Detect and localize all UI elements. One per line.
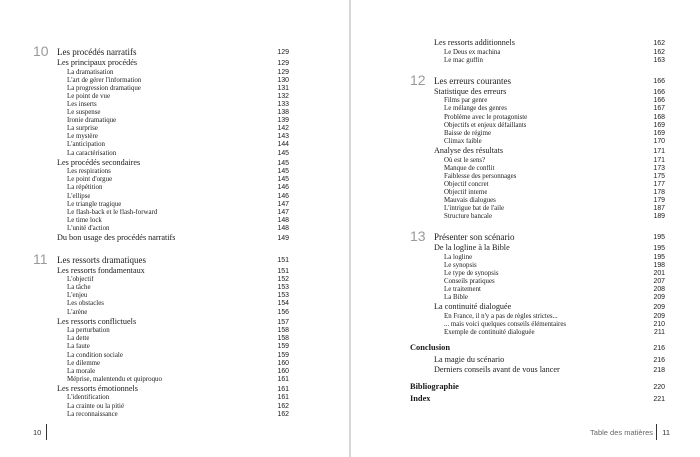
toc-subsection-entry[interactable] <box>33 125 289 133</box>
entry-title: En France, il n'y a pas de règles strictes... <box>444 313 558 321</box>
entry-title: Conclusion <box>410 343 451 353</box>
page-number: 218 <box>653 367 665 375</box>
entry-title: La tâche <box>67 284 91 292</box>
page-number: 161 <box>277 394 289 402</box>
toc-subsection-entry[interactable] <box>410 165 665 173</box>
page-number: 129 <box>277 60 289 67</box>
entry-title: Le synopsis <box>444 261 477 269</box>
entry-title: Manque de conflit <box>444 164 495 172</box>
toc-subsection-entry[interactable] <box>410 205 665 213</box>
toc-chapter-heading[interactable] <box>410 229 665 243</box>
toc-subsection-entry[interactable] <box>410 173 665 181</box>
left-folio-rule <box>46 424 47 440</box>
entry-title: Les ressorts émotionnels <box>57 383 138 393</box>
toc-subsection-entry[interactable] <box>410 329 665 337</box>
page-number: 209 <box>653 304 665 312</box>
page-number: 158 <box>277 335 289 343</box>
toc-subsection-entry[interactable] <box>33 411 289 419</box>
toc-subsection-entry[interactable] <box>33 133 289 141</box>
page-number: 158 <box>277 327 289 335</box>
page-number: 207 <box>653 278 665 286</box>
toc-section-entry[interactable] <box>33 266 289 277</box>
entry-title: Baisse de régime <box>444 129 492 137</box>
section-spacer <box>410 221 665 227</box>
toc-subsection-entry[interactable] <box>33 85 289 93</box>
toc-subsection-entry[interactable] <box>33 101 289 109</box>
page-number: 159 <box>277 343 289 351</box>
toc-subsection-entry[interactable] <box>33 150 289 158</box>
page-number: 149 <box>277 234 289 242</box>
toc-section-entry[interactable] <box>410 302 665 313</box>
entry-title: Du bon usage des procédés narratifs <box>57 232 176 242</box>
page-number: 216 <box>653 356 665 364</box>
entry-title: L'intrigue bat de l'aile <box>444 205 505 213</box>
entry-title: Analyse des résultats <box>434 145 504 155</box>
page-number: 171 <box>653 156 665 164</box>
page-number: 161 <box>277 385 289 393</box>
page-number: 198 <box>653 261 665 269</box>
toc-subsection-entry[interactable] <box>33 335 289 343</box>
toc-section-entry[interactable] <box>410 38 665 49</box>
entry-title: Le mac guffin <box>444 56 483 64</box>
toc-subsection-entry[interactable] <box>33 141 289 149</box>
toc-subsection-entry[interactable] <box>33 300 289 308</box>
chapter-number: 10 <box>33 43 49 59</box>
chapter-number: 11 <box>33 250 48 267</box>
page-number: 162 <box>277 402 289 410</box>
entry-title: La continuité dialoguée <box>434 302 512 312</box>
toc-subsection-entry[interactable] <box>410 254 665 262</box>
toc-subsection-entry[interactable] <box>33 360 289 368</box>
page-number: 130 <box>277 76 289 84</box>
page-number: 163 <box>653 56 665 64</box>
page-number: 160 <box>277 359 289 367</box>
section-spacer <box>33 244 289 250</box>
toc-subsection-entry[interactable] <box>410 189 665 197</box>
page-number: 147 <box>277 208 289 216</box>
toc-subsection-entry[interactable] <box>33 352 289 360</box>
entry-title: Objectif interne <box>444 188 488 196</box>
toc-subsection-entry[interactable] <box>33 184 289 192</box>
page-number: 153 <box>277 292 289 300</box>
page-number: 143 <box>277 133 289 141</box>
page-number: 173 <box>653 164 665 172</box>
entry-title: Les ressorts fondamentaux <box>57 265 145 275</box>
toc-subsection-entry[interactable] <box>33 109 289 117</box>
page-number: 168 <box>653 113 665 121</box>
toc-subsection-entry[interactable] <box>410 97 665 105</box>
entry-title: Où est le sens? <box>444 156 486 164</box>
page-number: 220 <box>653 384 665 391</box>
entry-title: La reconnaissance <box>67 410 118 418</box>
page-number: 142 <box>277 125 289 133</box>
entry-title: Le point de vue <box>67 92 111 100</box>
page-number: 195 <box>653 234 665 242</box>
entry-title: La répétition <box>67 184 103 192</box>
page-number: 211 <box>654 329 665 337</box>
page-number: 166 <box>653 88 665 96</box>
toc-subsection-entry[interactable] <box>33 209 289 217</box>
toc-chapter-heading[interactable] <box>410 73 665 87</box>
entry-title: Films par genre <box>444 97 488 105</box>
page-number: 146 <box>277 184 289 192</box>
toc-subsection-entry[interactable] <box>410 278 665 286</box>
entry-title: L'art de gérer l'information <box>67 76 142 84</box>
toc-subsection-entry[interactable] <box>33 403 289 411</box>
toc-subsection-entry[interactable] <box>410 122 665 130</box>
toc-subsection-entry[interactable] <box>410 213 665 221</box>
toc-section-entry[interactable] <box>33 58 289 69</box>
toc-chapter-heading[interactable] <box>33 44 289 58</box>
toc-back-matter-entry[interactable] <box>410 394 665 406</box>
toc-subsection-entry[interactable] <box>33 168 289 176</box>
toc-subsection-entry[interactable] <box>33 176 289 184</box>
entry-title: L'unité d'action <box>67 224 110 232</box>
entry-title: Structure bancale <box>444 213 493 221</box>
toc-subsection-entry[interactable] <box>410 313 665 321</box>
toc-right-column <box>410 38 665 405</box>
toc-subsection-entry[interactable] <box>410 294 665 302</box>
page-number: 144 <box>277 141 289 149</box>
chapter-title: Les procédés narratifs <box>57 47 137 57</box>
chapter-title: Les erreurs courantes <box>434 75 511 86</box>
toc-subsection-entry[interactable] <box>410 286 665 294</box>
chapter-number: 12 <box>410 71 426 88</box>
toc-subsection-entry[interactable] <box>33 327 289 335</box>
entry-title: La logline <box>444 253 473 261</box>
toc-subsection-entry[interactable] <box>33 117 289 125</box>
entry-title: La faute <box>67 343 90 351</box>
entry-title: Les ressorts conflictuels <box>57 316 137 326</box>
page-number: 131 <box>277 84 289 92</box>
page-number: 132 <box>277 92 289 100</box>
entry-title: Bibliographie <box>410 382 459 391</box>
right-folio-rule <box>656 424 657 440</box>
entry-title: La perturbation <box>67 327 110 335</box>
entry-title: Faiblesse des personnages <box>444 172 517 180</box>
entry-title: La crainte ou la pitié <box>67 402 125 410</box>
right-folio: 11 <box>662 428 670 437</box>
toc-subsection-entry[interactable] <box>410 157 665 165</box>
entry-title: Exemple de continuité dialoguée <box>444 329 535 337</box>
entry-title: Le dilemme <box>67 359 101 367</box>
entry-title: Le mélange des genres <box>444 105 507 113</box>
page-number: 179 <box>653 197 665 204</box>
page-number: 208 <box>653 286 665 294</box>
toc-subsection-entry[interactable] <box>33 284 289 292</box>
toc-subsection-entry[interactable] <box>410 262 665 270</box>
page-number: 156 <box>277 308 289 316</box>
page-number: 177 <box>653 180 665 188</box>
toc-subsection-entry[interactable] <box>33 201 289 209</box>
page-number: 216 <box>653 345 665 353</box>
toc-section-entry[interactable] <box>33 158 289 169</box>
page-number: 162 <box>653 48 665 56</box>
page-number: 171 <box>653 147 665 155</box>
page-number: 162 <box>653 40 665 47</box>
toc-subsection-entry[interactable] <box>410 138 665 146</box>
page-number: 221 <box>653 395 665 403</box>
page-number: 148 <box>277 224 289 232</box>
entry-title: Conseils pratiques <box>444 278 495 286</box>
page-number: 145 <box>277 159 289 167</box>
entry-title: La caractérisation <box>67 149 117 157</box>
entry-title: Problème avec le protagoniste <box>444 113 528 121</box>
entry-title: La progression dramatique <box>67 84 141 92</box>
page-number: 151 <box>277 256 289 264</box>
page-number: 195 <box>653 245 665 253</box>
entry-title: L'objectif <box>67 276 94 284</box>
toc-subsection-entry[interactable] <box>33 309 289 317</box>
page-number: 210 <box>653 321 665 329</box>
entry-title: La dramatisation <box>67 68 114 76</box>
toc-chapter-heading[interactable] <box>33 252 289 266</box>
page-number: 152 <box>277 276 289 284</box>
toc-section-entry[interactable] <box>410 87 665 98</box>
page-number: 162 <box>277 410 289 418</box>
chapter-title: Les ressorts dramatiques <box>57 254 146 265</box>
entry-title: L'anticipation <box>67 141 105 149</box>
entry-title: L'ellipse <box>67 192 91 200</box>
toc-subsection-entry[interactable] <box>410 197 665 205</box>
page-number: 148 <box>277 216 289 224</box>
entry-title: Le flash-back et le flash-forward <box>67 208 158 216</box>
entry-title: Les respirations <box>67 168 111 176</box>
toc-subsection-entry[interactable] <box>33 69 289 77</box>
toc-subsection-entry[interactable] <box>410 114 665 122</box>
page-number: 166 <box>653 77 665 85</box>
entry-title: L'arène <box>67 308 88 316</box>
chapter-title: Présenter son scénario <box>434 232 515 243</box>
toc-subsection-entry[interactable] <box>410 49 665 57</box>
entry-title: Le point d'orgue <box>67 176 113 184</box>
left-page <box>0 0 349 457</box>
page-number: 209 <box>653 313 665 321</box>
toc-subsection-entry[interactable] <box>410 105 665 113</box>
page-number: 145 <box>277 176 289 184</box>
page-number: 170 <box>653 137 665 145</box>
toc-subsection-entry[interactable] <box>410 321 665 329</box>
entry-title: Objectif concret <box>444 180 489 188</box>
running-head: Table des matières <box>590 428 653 437</box>
toc-section-entry[interactable] <box>410 243 665 254</box>
entry-title: La Bible <box>444 294 468 302</box>
entry-title: Le triangle tragique <box>67 200 122 208</box>
entry-title: La morale <box>67 367 96 375</box>
entry-title: Ironie dramatique <box>67 117 117 125</box>
entry-title: Le mystère <box>67 133 98 141</box>
page-number: 145 <box>277 168 289 176</box>
page-number: 189 <box>653 213 665 221</box>
page-number: 146 <box>277 192 289 200</box>
entry-title: Derniers conseils avant de vous lancer <box>434 365 560 375</box>
page-number: 209 <box>653 294 665 302</box>
page-number: 138 <box>277 109 289 117</box>
toc-subsection-entry[interactable] <box>410 270 665 278</box>
entry-title: Les inserts <box>67 100 97 108</box>
page-number: 139 <box>277 117 289 125</box>
toc-subsection-entry[interactable] <box>33 225 289 233</box>
entry-title: Le traitement <box>444 286 481 294</box>
entry-title: Le time lock <box>67 216 102 224</box>
page-number: 187 <box>653 205 665 213</box>
toc-back-matter-entry[interactable] <box>410 343 665 355</box>
right-page <box>351 0 700 457</box>
chapter-number: 13 <box>410 228 426 245</box>
toc-subsection-entry[interactable] <box>33 193 289 201</box>
page-number: 160 <box>277 367 289 375</box>
page-number: 169 <box>653 129 665 137</box>
toc-subsection-entry[interactable] <box>33 394 289 402</box>
entry-title: Climax faible <box>444 137 482 145</box>
page-number: 154 <box>277 300 289 308</box>
entry-title: Méprise, malentendu et quiproquo <box>67 375 162 383</box>
entry-title: Objectifs et enjeux défaillants <box>444 121 527 129</box>
entry-title: De la logline à la Bible <box>434 243 510 253</box>
toc-subsection-entry[interactable] <box>33 217 289 225</box>
page-number: 166 <box>653 97 665 105</box>
toc-subsection-entry[interactable] <box>33 292 289 300</box>
toc-subsection-entry[interactable] <box>33 368 289 376</box>
entry-title: Le type de synopsis <box>444 270 499 278</box>
toc-subsection-entry[interactable] <box>410 57 665 65</box>
page-number: 159 <box>277 351 289 359</box>
page-number: 151 <box>277 267 289 275</box>
entry-title: Les ressorts additionnels <box>434 38 515 47</box>
page-number: 195 <box>653 253 665 261</box>
toc-subsection-entry[interactable] <box>33 376 289 384</box>
toc-section-entry[interactable] <box>410 365 665 376</box>
entry-title: La condition sociale <box>67 351 123 359</box>
page-number: 175 <box>653 172 665 180</box>
toc-subsection-entry[interactable] <box>33 343 289 351</box>
left-folio: 10 <box>33 428 42 437</box>
page-number: 129 <box>277 49 289 56</box>
entry-title: Les procédés secondaires <box>57 157 141 167</box>
page-number: 129 <box>277 68 289 76</box>
toc-subsection-entry[interactable] <box>33 93 289 101</box>
toc-section-entry[interactable] <box>33 233 289 244</box>
entry-title: Le Deus ex machina <box>444 48 501 56</box>
toc-section-entry[interactable] <box>410 355 665 366</box>
page-number: 147 <box>277 200 289 208</box>
toc-section-entry[interactable] <box>33 384 289 395</box>
entry-title: Index <box>410 393 431 403</box>
entry-title: ... mais voici quelques conseils élémentaires <box>444 321 567 329</box>
toc-subsection-entry[interactable] <box>410 130 665 138</box>
entry-title: La dette <box>67 335 90 343</box>
toc-left-column <box>33 42 289 419</box>
page-number: 201 <box>653 270 665 278</box>
entry-title: La surprise <box>67 125 98 133</box>
page-number: 145 <box>277 149 289 157</box>
page-number: 161 <box>277 375 289 383</box>
entry-title: Statistique des erreurs <box>434 86 507 96</box>
entry-title: L'enjeu <box>67 292 88 300</box>
toc-section-entry[interactable] <box>33 317 289 328</box>
entry-title: Le suspense <box>67 109 101 117</box>
toc-subsection-entry[interactable] <box>410 181 665 189</box>
section-spacer <box>410 65 665 71</box>
page-number: 169 <box>653 121 665 129</box>
page-number: 167 <box>653 105 665 113</box>
page-number: 178 <box>653 188 665 196</box>
toc-subsection-entry[interactable] <box>33 77 289 85</box>
entry-title: Mauvais dialogues <box>444 197 496 204</box>
entry-title: La magie du scénario <box>434 354 505 364</box>
page-number: 157 <box>277 318 289 326</box>
toc-section-entry[interactable] <box>410 146 665 157</box>
entry-title: L'identification <box>67 394 110 402</box>
page-number: 133 <box>277 100 289 108</box>
entry-title: Les obstacles <box>67 300 104 308</box>
toc-subsection-entry[interactable] <box>33 276 289 284</box>
entry-title: Les principaux procédés <box>57 58 138 67</box>
page-number: 153 <box>277 284 289 292</box>
toc-back-matter-entry[interactable] <box>410 382 665 394</box>
